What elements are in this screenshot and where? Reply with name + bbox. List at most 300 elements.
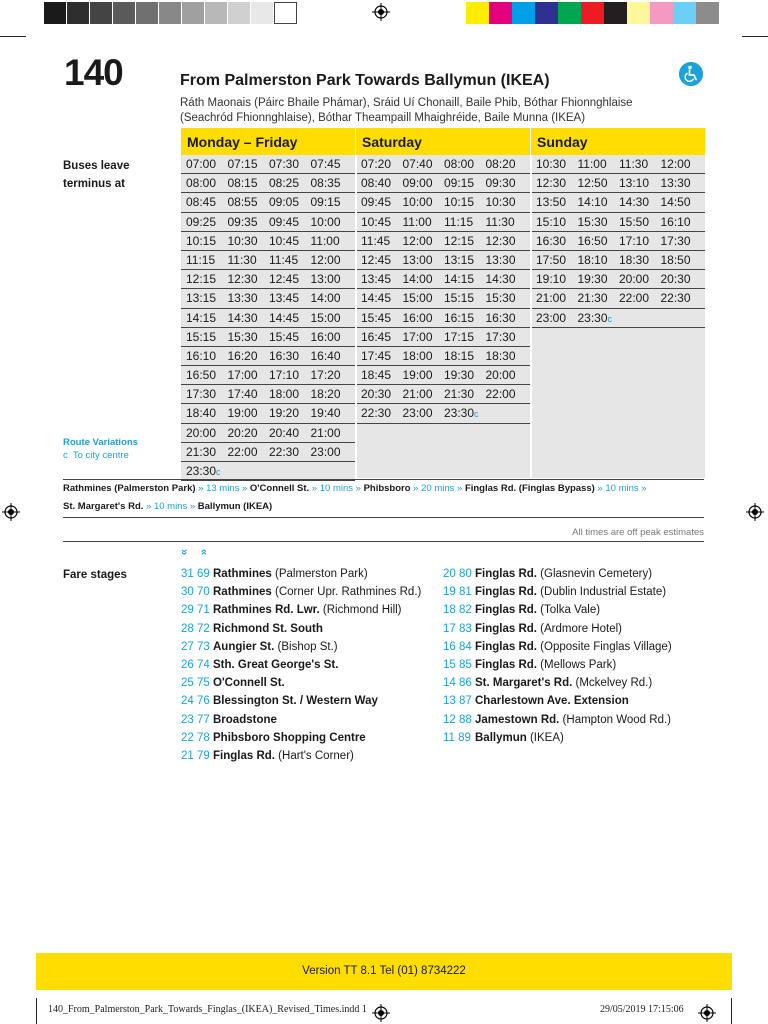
departure-time: 10:00 bbox=[310, 214, 341, 229]
color-swatch bbox=[136, 2, 159, 24]
departure-time: 15:45 bbox=[361, 310, 392, 325]
color-swatch bbox=[90, 2, 113, 24]
departure-time: 23:00 bbox=[536, 310, 567, 325]
journey-stop: Phibsboro bbox=[363, 483, 411, 494]
departure-time: 15:00 bbox=[402, 291, 433, 306]
departure-time: 23:30c bbox=[577, 310, 613, 325]
fare-stage-item bbox=[443, 641, 672, 653]
time-row bbox=[356, 366, 530, 385]
departure-time: 10:45 bbox=[361, 214, 392, 229]
departure-time: 09:25 bbox=[186, 214, 217, 229]
fare-stage-item bbox=[443, 659, 616, 671]
fare-stage-number: 31 69 bbox=[181, 568, 210, 580]
departure-time: 16:40 bbox=[310, 348, 341, 363]
departure-time: 21:00 bbox=[402, 387, 433, 402]
time-row bbox=[181, 155, 355, 174]
departure-time: 15:45 bbox=[269, 329, 300, 344]
departure-time: 08:15 bbox=[227, 176, 258, 191]
crop-mark bbox=[731, 998, 732, 1024]
departure-time: 18:40 bbox=[186, 406, 217, 421]
departure-time: 14:30 bbox=[619, 195, 650, 210]
fare-stage-detail: (IKEA) bbox=[526, 731, 564, 744]
fare-stage-item bbox=[443, 586, 666, 598]
departure-time: 19:00 bbox=[402, 368, 433, 383]
departure-time: 17:10 bbox=[619, 233, 650, 248]
color-swatch bbox=[466, 2, 489, 24]
column-divider bbox=[530, 155, 532, 478]
time-row bbox=[181, 193, 355, 212]
fare-stage-item bbox=[181, 568, 368, 580]
registration-mark-icon bbox=[746, 503, 764, 521]
fare-stage-item bbox=[181, 750, 354, 762]
departure-time: 14:10 bbox=[577, 195, 608, 210]
sunday-times bbox=[531, 155, 705, 478]
color-swatch bbox=[489, 2, 512, 24]
time-row bbox=[181, 347, 355, 366]
wheelchair-icon bbox=[679, 62, 703, 86]
terminus-at-label: terminus at bbox=[63, 178, 125, 190]
weekday-column bbox=[181, 128, 355, 478]
route-variations-title: Route Variations bbox=[63, 437, 138, 448]
departure-time: 20:00 bbox=[485, 368, 516, 383]
departure-time: 09:05 bbox=[269, 195, 300, 210]
departure-time: 12:30 bbox=[227, 272, 258, 287]
departure-time: 11:00 bbox=[310, 233, 340, 248]
color-swatch bbox=[512, 2, 535, 24]
fare-stage-item bbox=[443, 714, 671, 726]
color-swatch bbox=[558, 2, 581, 24]
departure-time: 13:00 bbox=[310, 272, 341, 287]
fare-stage-number: 16 84 bbox=[443, 640, 472, 653]
departure-time: 17:30 bbox=[660, 233, 691, 248]
departure-time: 14:30 bbox=[485, 272, 516, 287]
departure-time: 10:00 bbox=[402, 195, 433, 210]
fare-stage-stop: Charlestown Ave. Extension bbox=[475, 695, 629, 708]
departure-time: 19:10 bbox=[536, 272, 567, 287]
fare-stage-stop: Broadstone bbox=[213, 713, 277, 726]
fare-stage-item bbox=[181, 659, 338, 671]
fare-stage-number: 29 71 bbox=[181, 604, 210, 617]
time-row bbox=[356, 385, 530, 404]
fare-stage-stop: Richmond St. South bbox=[213, 622, 323, 635]
fare-stage-detail: (Bishop St.) bbox=[274, 640, 338, 653]
route-irish-description: Ráth Maonais (Páirc Bhaile Phámar), Sráid Uí Chonaill, Baile Phib, Bóthar Fhionnghlaise (Seachród Fhionnghlaise), Bóthar Theampaill Mhaighréide, Baile Munna (IKEA) bbox=[180, 97, 633, 124]
fare-stages-label: Fare stages bbox=[63, 569, 127, 581]
time-row bbox=[531, 289, 705, 308]
departure-time: 16:15 bbox=[444, 310, 475, 325]
fare-stage-stop: Finglas Rd. bbox=[475, 622, 537, 635]
departure-time: 17:10 bbox=[269, 368, 300, 383]
time-row bbox=[531, 251, 705, 270]
departure-time: 17:20 bbox=[310, 368, 341, 383]
departure-time: 20:40 bbox=[269, 425, 300, 440]
fare-stage-item bbox=[181, 732, 366, 744]
fare-stage-item bbox=[443, 604, 600, 616]
departure-time: 19:30 bbox=[444, 368, 475, 383]
registration-mark-icon bbox=[698, 1004, 716, 1022]
time-row bbox=[356, 232, 530, 251]
departure-time: 07:45 bbox=[310, 157, 341, 171]
departure-time: 19:30 bbox=[577, 272, 608, 287]
departure-time: 12:00 bbox=[402, 233, 433, 248]
fare-stage-number: 13 87 bbox=[443, 695, 472, 708]
divider bbox=[63, 517, 704, 518]
color-swatch bbox=[228, 2, 251, 24]
departure-time: 15:30 bbox=[577, 214, 608, 229]
color-swatch bbox=[67, 2, 90, 24]
departure-time: 22:30 bbox=[269, 444, 300, 459]
fare-stage-number: 14 86 bbox=[443, 677, 472, 690]
fare-stage-detail: (Richmond Hill) bbox=[319, 604, 402, 617]
route-variation-item: c To city centre bbox=[63, 450, 129, 461]
departure-time: 13:30 bbox=[485, 252, 516, 267]
departure-time: 11:30 bbox=[485, 214, 515, 229]
departure-time: 21:00 bbox=[310, 425, 341, 440]
crop-mark bbox=[36, 998, 37, 1024]
departure-time: 15:50 bbox=[619, 214, 650, 229]
departure-time: 16:00 bbox=[402, 310, 433, 325]
departure-time: 07:40 bbox=[402, 157, 433, 171]
departure-time: 16:30 bbox=[536, 233, 567, 248]
color-swatch bbox=[650, 2, 673, 24]
time-row bbox=[356, 251, 530, 270]
crop-mark bbox=[742, 36, 768, 37]
departure-time: 14:30 bbox=[227, 310, 258, 325]
fare-stage-detail: (Tolka Vale) bbox=[536, 604, 601, 617]
departure-time: 11:15 bbox=[444, 214, 474, 229]
departure-time: 18:10 bbox=[577, 252, 608, 267]
departure-time: 21:30 bbox=[577, 291, 608, 306]
fare-stage-item bbox=[181, 604, 402, 616]
time-row bbox=[531, 232, 705, 251]
departure-time: 18:15 bbox=[444, 348, 475, 363]
time-row bbox=[181, 443, 355, 462]
registration-mark-icon bbox=[372, 3, 390, 21]
departure-time: 14:15 bbox=[186, 310, 217, 325]
journey-stop: O'Connell St. bbox=[249, 483, 310, 494]
departure-time: 23:00 bbox=[402, 406, 433, 421]
weekday-header: Monday – Friday bbox=[181, 128, 355, 155]
departure-time: 09:15 bbox=[444, 176, 475, 191]
divider bbox=[63, 541, 704, 542]
journey-stop: Rathmines (Palmerston Park) bbox=[63, 483, 196, 494]
column-divider bbox=[355, 155, 357, 478]
departure-time: 09:00 bbox=[402, 176, 433, 191]
divider bbox=[63, 479, 704, 480]
departure-time: 17:00 bbox=[402, 329, 433, 344]
departure-time: 16:50 bbox=[577, 233, 608, 248]
fare-stage-number: 17 83 bbox=[443, 622, 472, 635]
departure-time: 15:10 bbox=[536, 214, 567, 229]
time-row bbox=[356, 328, 530, 347]
departure-time: 22:30 bbox=[361, 406, 392, 421]
fare-stage-number: 12 88 bbox=[443, 713, 472, 726]
departure-time: 13:10 bbox=[619, 176, 650, 191]
time-row bbox=[356, 213, 530, 232]
departure-time: 07:00 bbox=[186, 157, 217, 171]
fare-stage-stop: Finglas Rd. bbox=[475, 640, 537, 653]
variation-marker: c bbox=[474, 409, 479, 420]
time-row bbox=[181, 270, 355, 289]
departure-time: 18:00 bbox=[269, 387, 300, 402]
fare-stage-detail: (Hart's Corner) bbox=[274, 750, 354, 762]
journey-stop: St. Margaret's Rd. bbox=[63, 501, 144, 512]
departure-time: 20:00 bbox=[619, 272, 650, 287]
departure-time: 11:45 bbox=[361, 233, 391, 248]
color-swatch bbox=[604, 2, 627, 24]
fare-stage-stop: Jamestown Rd. bbox=[475, 713, 560, 726]
time-row bbox=[181, 309, 355, 328]
fare-stage-stop: Finglas Rd. bbox=[475, 659, 537, 671]
departure-time: 09:35 bbox=[227, 214, 258, 229]
process-color-bar bbox=[466, 2, 719, 24]
departure-time: 18:45 bbox=[361, 368, 392, 383]
departure-time: 17:15 bbox=[444, 329, 475, 344]
departure-time: 10:30 bbox=[485, 195, 516, 210]
journey-stop: Ballymun (IKEA) bbox=[197, 501, 273, 512]
departure-time: 16:10 bbox=[660, 214, 691, 229]
fare-stage-item bbox=[181, 623, 323, 635]
departure-time: 18:30 bbox=[619, 252, 650, 267]
departure-time: 13:45 bbox=[361, 272, 392, 287]
departure-time: 21:30 bbox=[444, 387, 475, 402]
time-row bbox=[531, 270, 705, 289]
time-row bbox=[181, 366, 355, 385]
time-row bbox=[181, 251, 355, 270]
time-row bbox=[181, 328, 355, 347]
departure-time: 16:20 bbox=[227, 348, 258, 363]
departure-time: 20:30 bbox=[660, 272, 691, 287]
fare-stage-number: 11 89 bbox=[443, 731, 471, 744]
departure-time: 11:30 bbox=[619, 157, 649, 171]
departure-time: 10:15 bbox=[186, 233, 217, 248]
departure-time: 11:00 bbox=[402, 214, 432, 229]
departure-time: 19:20 bbox=[269, 406, 300, 421]
time-row bbox=[356, 347, 530, 366]
route-title: From Palmerston Park Towards Ballymun (IKEA) bbox=[180, 72, 550, 89]
departure-time: 15:30 bbox=[485, 291, 516, 306]
departure-time: 14:00 bbox=[310, 291, 341, 306]
fare-stage-stop: Rathmines Rd. Lwr. bbox=[213, 604, 320, 617]
fare-stage-stop: Aungier St. bbox=[213, 640, 275, 653]
departure-time: 19:40 bbox=[310, 406, 341, 421]
journey-duration: » 10 mins » bbox=[309, 483, 364, 494]
departure-time: 14:45 bbox=[361, 291, 392, 306]
fare-stage-item bbox=[181, 695, 378, 707]
fare-stage-number: 22 78 bbox=[181, 731, 210, 744]
timetable bbox=[181, 128, 705, 478]
departure-time: 11:15 bbox=[186, 252, 216, 267]
fare-stage-detail: (Corner Upr. Rathmines Rd.) bbox=[271, 586, 422, 599]
departure-time: 19:00 bbox=[227, 406, 258, 421]
crop-mark bbox=[0, 36, 26, 37]
departure-time: 16:00 bbox=[310, 329, 341, 344]
departure-time: 17:00 bbox=[227, 368, 258, 383]
departure-time: 22:30 bbox=[660, 291, 691, 306]
departure-time: 10:30 bbox=[227, 233, 258, 248]
fare-stage-item bbox=[181, 641, 338, 653]
down-arrow-icon: » bbox=[178, 548, 191, 556]
departure-time: 13:30 bbox=[227, 291, 258, 306]
departure-time: 23:30c bbox=[186, 464, 221, 478]
fare-stage-stop: Finglas Rd. bbox=[475, 568, 537, 580]
color-swatch bbox=[535, 2, 558, 24]
color-swatch bbox=[113, 2, 136, 24]
departure-time: 18:30 bbox=[485, 348, 516, 363]
fare-stage-item bbox=[443, 732, 564, 744]
fare-stage-item bbox=[443, 677, 652, 689]
departure-time: 17:45 bbox=[361, 348, 392, 363]
weekday-times bbox=[181, 155, 355, 478]
fare-stage-item bbox=[443, 623, 622, 635]
variation-marker: c bbox=[607, 313, 613, 324]
departure-time: 20:00 bbox=[186, 425, 217, 440]
departure-time: 10:15 bbox=[444, 195, 475, 210]
departure-time: 08:20 bbox=[485, 157, 516, 171]
time-row bbox=[181, 213, 355, 232]
departure-time: 15:15 bbox=[186, 329, 217, 344]
departure-time: 08:45 bbox=[186, 195, 217, 210]
departure-time: 10:30 bbox=[536, 157, 567, 171]
saturday-column bbox=[356, 128, 530, 478]
departure-time: 18:00 bbox=[402, 348, 433, 363]
fare-stage-stop: Ballymun bbox=[475, 731, 527, 744]
fare-stage-number: 18 82 bbox=[443, 604, 472, 617]
departure-time: 12:45 bbox=[361, 252, 392, 267]
color-swatch bbox=[627, 2, 650, 24]
buses-leave-label: Buses leave bbox=[63, 160, 130, 172]
departure-time: 13:30 bbox=[660, 176, 691, 191]
fare-stage-stop: Finglas Rd. bbox=[475, 604, 537, 617]
fare-stage-number: 27 73 bbox=[181, 640, 210, 653]
departure-time: 07:15 bbox=[227, 157, 258, 171]
variation-marker: c bbox=[216, 467, 221, 477]
departure-time: 17:30 bbox=[485, 329, 516, 344]
footer-bar: Version TT 8.1 Tel (01) 8734222 bbox=[36, 953, 732, 990]
time-row bbox=[181, 385, 355, 404]
color-swatch bbox=[696, 2, 719, 24]
departure-time: 11:45 bbox=[269, 252, 299, 267]
file-datetime: 29/05/2019 17:15:06 bbox=[600, 1004, 684, 1015]
fare-stage-stop: Blessington St. / Western Way bbox=[213, 695, 378, 708]
journey-line-1 bbox=[63, 483, 704, 494]
color-swatch bbox=[251, 2, 274, 24]
fare-stage-item bbox=[443, 568, 652, 580]
departure-time: 17:30 bbox=[186, 387, 217, 402]
departure-time: 18:50 bbox=[660, 252, 691, 267]
route-number: 140 bbox=[64, 52, 123, 93]
journey-duration: » 10 mins » bbox=[594, 483, 647, 494]
color-swatch bbox=[673, 2, 696, 24]
color-swatch bbox=[159, 2, 182, 24]
time-row bbox=[181, 174, 355, 193]
fare-stage-number: 23 77 bbox=[181, 713, 210, 726]
time-row bbox=[531, 174, 705, 193]
departure-time: 15:15 bbox=[444, 291, 475, 306]
departure-time: 16:30 bbox=[485, 310, 516, 325]
departure-time: 13:15 bbox=[444, 252, 475, 267]
fare-stage-item bbox=[181, 677, 285, 689]
departure-time: 12:45 bbox=[269, 272, 300, 287]
fare-stage-stop: Finglas Rd. bbox=[213, 750, 275, 762]
departure-time: 08:00 bbox=[444, 157, 475, 171]
fare-stage-detail: (Hampton Wood Rd.) bbox=[559, 713, 671, 726]
fare-stage-number: 28 72 bbox=[181, 622, 210, 635]
registration-mark-icon bbox=[2, 503, 20, 521]
fare-stage-stop: St. Margaret's Rd. bbox=[475, 677, 573, 690]
departure-time: 12:30 bbox=[536, 176, 567, 191]
departure-time: 09:30 bbox=[485, 176, 516, 191]
time-row bbox=[356, 155, 530, 174]
departure-time: 07:20 bbox=[361, 157, 392, 171]
departure-time: 14:15 bbox=[444, 272, 475, 287]
time-row bbox=[181, 404, 355, 423]
color-swatch bbox=[205, 2, 228, 24]
departure-time: 08:40 bbox=[361, 176, 392, 191]
departure-time: 21:30 bbox=[186, 444, 217, 459]
time-row bbox=[531, 309, 705, 328]
saturday-header: Saturday bbox=[356, 128, 530, 155]
departure-time: 16:30 bbox=[269, 348, 300, 363]
departure-time: 13:45 bbox=[269, 291, 300, 306]
journey-duration: » 10 mins » bbox=[143, 501, 198, 512]
time-row bbox=[356, 404, 530, 423]
departure-time: 14:00 bbox=[402, 272, 433, 287]
saturday-times bbox=[356, 155, 530, 478]
journey-duration: » 20 mins » bbox=[410, 483, 465, 494]
departure-time: 14:50 bbox=[660, 195, 691, 210]
fare-stage-number: 20 80 bbox=[443, 568, 472, 580]
departure-time: 21:00 bbox=[536, 291, 567, 306]
departure-time: 08:55 bbox=[227, 195, 258, 210]
fare-stage-detail: (Opposite Finglas Village) bbox=[536, 640, 672, 653]
sunday-column bbox=[531, 128, 705, 478]
fare-stage-number: 19 81 bbox=[443, 586, 472, 599]
departure-time: 14:45 bbox=[269, 310, 300, 325]
departure-time: 22:00 bbox=[619, 291, 650, 306]
time-row bbox=[531, 213, 705, 232]
departure-time: 07:30 bbox=[269, 157, 300, 171]
fare-stage-item bbox=[443, 695, 629, 707]
departure-time: 08:25 bbox=[269, 176, 300, 191]
departure-time: 18:20 bbox=[310, 387, 341, 402]
fare-stage-item bbox=[181, 714, 277, 726]
departure-time: 12:00 bbox=[310, 252, 341, 267]
time-row bbox=[356, 174, 530, 193]
departure-time: 23:00 bbox=[310, 444, 341, 459]
time-row bbox=[181, 289, 355, 308]
file-slug: 140_From_Palmerston_Park_Towards_Finglas_(IKEA)_Revised_Times.indd 1 bbox=[48, 1004, 367, 1015]
registration-mark-icon bbox=[372, 1004, 390, 1022]
fare-stage-number: 21 79 bbox=[181, 750, 210, 762]
departure-time: 10:45 bbox=[269, 233, 300, 248]
time-row bbox=[356, 270, 530, 289]
color-swatch bbox=[182, 2, 205, 24]
departure-time: 12:50 bbox=[577, 176, 608, 191]
departure-time: 09:45 bbox=[269, 214, 300, 229]
fare-stage-stop: O'Connell St. bbox=[213, 677, 285, 690]
departure-time: 20:20 bbox=[227, 425, 258, 440]
departure-time: 13:50 bbox=[536, 195, 567, 210]
departure-time: 22:00 bbox=[485, 387, 516, 402]
departure-time: 15:00 bbox=[310, 310, 341, 325]
fare-stage-stop: Sth. Great George's St. bbox=[213, 659, 339, 671]
departure-time: 08:35 bbox=[310, 176, 341, 191]
color-swatch bbox=[581, 2, 604, 24]
fare-stage-number: 15 85 bbox=[443, 659, 472, 671]
fare-stage-stop: Rathmines bbox=[213, 586, 272, 599]
departure-time: 12:30 bbox=[485, 233, 516, 248]
